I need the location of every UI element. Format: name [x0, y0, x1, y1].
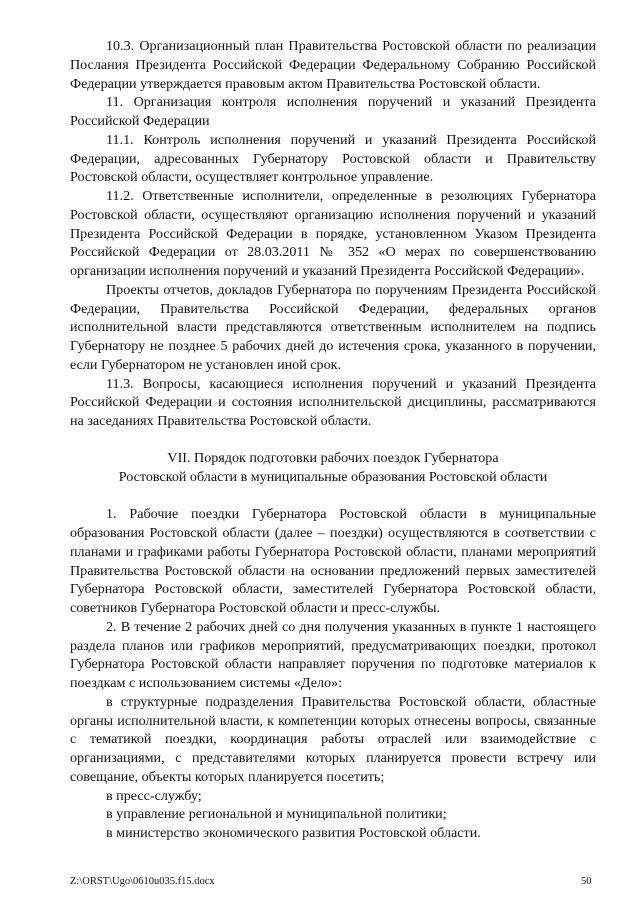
- list-item-regional-policy: в управление региональной и муниципальной политики;: [106, 806, 447, 823]
- paragraph-11-title: 11. Организация контроля исполнения поручений и указаний Президента Российской Федерации: [70, 94, 596, 129]
- section-heading-line1: VII. Порядок подготовки рабочих поездок Губернатора: [167, 449, 499, 466]
- list-item-press-service: в пресс-службу;: [106, 787, 202, 804]
- paragraph-11-1: 11.1. Контроль исполнения поручений и указаний Президента Российской Федерации, адресованных Губернатору Ростовской области и Правительству Ростовской области, осуществляет контрольное управление.: [70, 131, 596, 186]
- paragraph-10-3: 10.3. Организационный план Правительства Ростовской области по реализации Послания Президента Российской Федерации Федеральному Собранию Российской Федерации утверждается правовым актом Правительства Ростовской области.: [70, 38, 596, 92]
- list-item-departments: в структурные подразделения Правительства Ростовской области, областные органы исполнительной власти, к компетенции которых отнесены вопросы, связанные с тематикой поездки, координация работы отраслей или взаимодействие с организациями, с представителями которых планируется провести встречу или совещание, объекты которых планируется посетить;: [70, 693, 596, 785]
- paragraph-vii-1: 1. Рабочие поездки Губернатора Ростовской области в муниципальные образования Ростовской области (далее – поездки) осуществляются в соответствии с планами и графиками работы Губернатора Ростовской области, планами мероприятий Правительства Ростовской области на основании предложений первых заместителей Губернатора Ростовской области, заместителей Губернатора Ростовской области, советников Губернатора Ростовской области и пресс-службы.: [70, 506, 596, 616]
- document-body: [70, 37, 596, 843]
- paragraph-11-3: 11.3. Вопросы, касающиеся исполнения поручений и указаний Президента Российской Федерации и состояния исполнительской дисциплины, рассматриваются на заседаниях Правительства Ростовской области.: [70, 375, 596, 429]
- section-heading-line2: Ростовской области в муниципальные образования Ростовской области: [118, 468, 548, 485]
- paragraph-vii-2: 2. В течение 2 рабочих дней со дня получения указанных в пункте 1 настоящего раздела планов или графиков мероприятий, предусматривающих поездки, протокол Губернатора Ростовской области направляет поручения по подготовке материалов к поездкам с использованием системы «Дело»:: [70, 618, 596, 691]
- paragraph-reports: Проекты отчетов, докладов Губернатора по поручениям Президента Российской Федерации, Правительства Российской Федерации, федеральных органов исполнительной власти представляются ответственным исполнителем на подпись Губернатору не позднее 5 рабочих дней до истечения срока, указанного в поручении, если Губернатором не установлен иной срок.: [70, 281, 596, 373]
- list-item-economic-ministry: в министерство экономического развития Ростовской области.: [106, 825, 481, 841]
- paragraph-11-2: 11.2. Ответственные исполнители, определенные в резолюциях Губернатора Ростовской области, осуществляют организацию исполнения поручений и указаний Президента Российской Федерации в порядке, установленном Указом Президента Российской Федерации от 28.03.2011 № 352 «О мерах по совершенствованию организации исполнения поручений и указаний Президента Российской Федерации».: [70, 188, 596, 279]
- footer-file-path: Z:\ORST\Ugo\0610u035.f15.docx: [70, 876, 215, 887]
- footer-page-number: 50: [581, 876, 592, 887]
